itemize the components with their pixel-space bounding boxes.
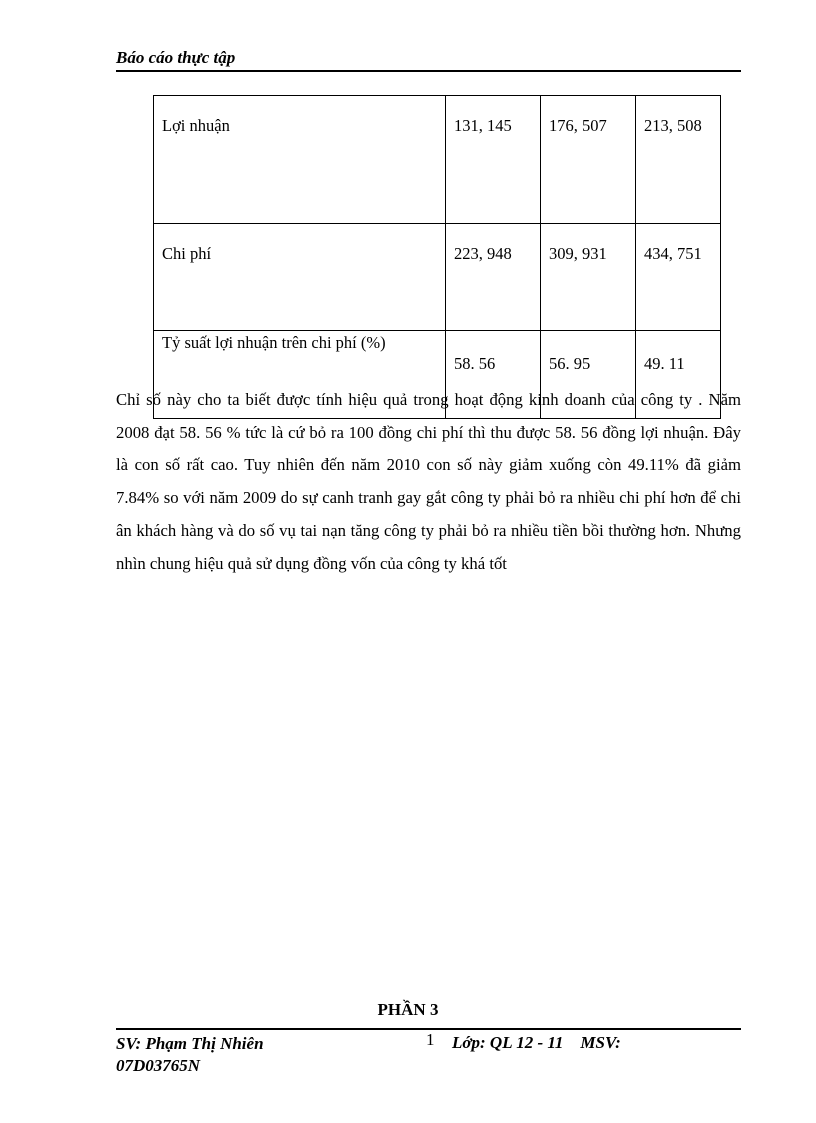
financial-table — [153, 95, 721, 419]
header-rule — [116, 70, 741, 72]
table-row — [154, 224, 721, 331]
footer-student — [116, 1033, 264, 1077]
student-name: SV: Phạm Thị Nhiên — [116, 1034, 264, 1053]
table-cell: 56. 95 — [541, 331, 636, 419]
section-heading: PHẦN 3 — [377, 1000, 439, 1019]
body-paragraph: Chỉ số này cho ta biết được tính hiệu quả trong hoạt động kinh doanh của công ty . Năm 2008 đạt 58. 56 % tức là cứ bỏ ra 100 đồng chi phí thì thu được 58. 56 đồng lợi nhuận. Đây là con số rất cao. Tuy nhiên đến năm 2010 con số này giảm xuống còn 49.11% đã giảm 7.84% so với năm 2009 do sự canh tranh gay gắt công ty phải bỏ ra nhiều chi phí hơn để chi ân khách hàng và do số vụ tai nạn tăng công ty phải bỏ ra nhiều tiền bồi thường hơn. Nhưng nhìn chung hiệu quả sử dụng đồng vốn của công ty khá tốt — [116, 390, 741, 573]
table-cell: 434, 751 — [636, 224, 721, 331]
table-cell: 176, 507 — [541, 96, 636, 224]
table-cell: 58. 56 — [446, 331, 541, 419]
row-label: Chi phí — [154, 224, 446, 331]
table-row — [154, 96, 721, 224]
page-number: 1 — [426, 1030, 435, 1049]
table-cell: 49. 11 — [636, 331, 721, 419]
report-header-title: Báo cáo thực tập — [116, 48, 236, 67]
table-cell: 223, 948 — [446, 224, 541, 331]
table-cell: 309, 931 — [541, 224, 636, 331]
table-cell: 213, 508 — [636, 96, 721, 224]
table-cell: 131, 145 — [446, 96, 541, 224]
student-id: 07D03765N — [116, 1056, 201, 1075]
footer-class-info: Lớp: QL 12 - 11 MSV: — [452, 1033, 621, 1052]
row-label: Tỷ suất lợi nhuận trên chi phí (%) — [154, 331, 446, 419]
row-label: Lợi nhuận — [154, 96, 446, 224]
